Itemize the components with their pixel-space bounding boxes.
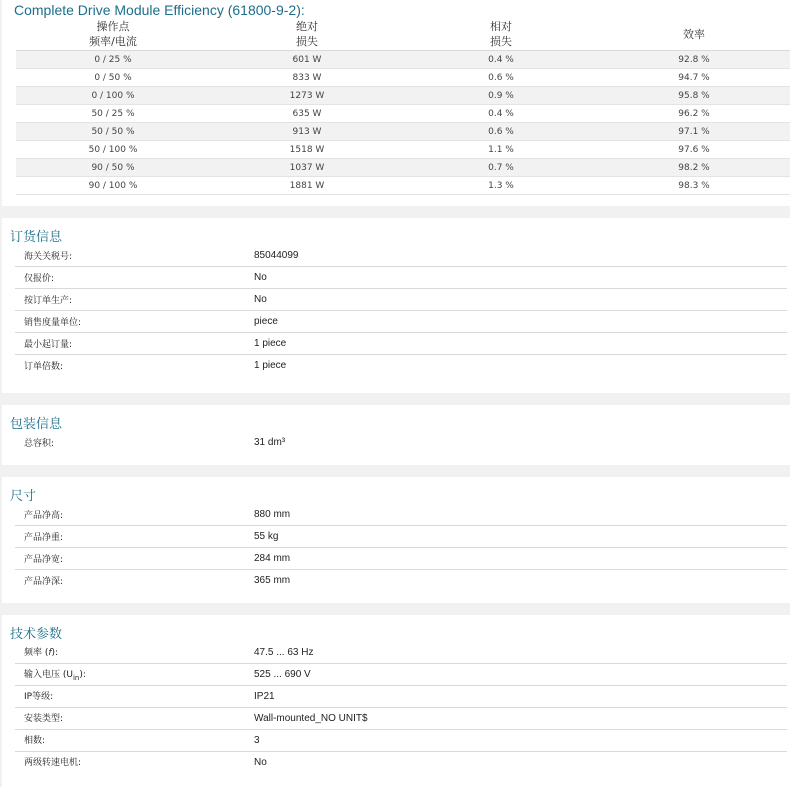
efficiency-title: Complete Drive Module Efficiency (61800-9-2):: [14, 2, 305, 18]
spec-row: [15, 432, 787, 453]
efficiency-table: [16, 18, 790, 195]
packaging-title: 包装信息: [10, 416, 63, 431]
spec-label: 海关关税号:: [24, 252, 73, 262]
spec-label: 按订单生产:: [24, 296, 73, 306]
spec-label: 销售度量单位:: [24, 318, 82, 328]
packaging-rows: [15, 432, 787, 453]
cell-absolute-loss: 1881 W: [210, 177, 404, 195]
efficiency-row: [16, 51, 790, 69]
spec-value: 31 dm³: [254, 437, 286, 448]
spec-label: 产品净高:: [24, 511, 64, 521]
spec-value: 880 mm: [254, 509, 291, 520]
spec-label: 产品净深:: [24, 577, 64, 587]
spec-value: No: [254, 757, 267, 768]
spec-row: [15, 686, 787, 708]
cell-absolute-loss: 1518 W: [210, 141, 404, 159]
spec-row: [15, 664, 787, 686]
spec-value: 3: [254, 735, 260, 746]
spec-row: [15, 311, 787, 333]
spec-value: No: [254, 294, 267, 305]
cell-operating-point: 90 / 50 %: [16, 159, 210, 177]
spec-label: 相数:: [24, 736, 46, 747]
technical-rows: [15, 642, 787, 773]
cell-absolute-loss: 601 W: [210, 51, 404, 69]
cell-absolute-loss: 635 W: [210, 105, 404, 123]
spec-label: 输入电压 $(U_{in})$:: [24, 670, 86, 682]
efficiency-row: [16, 105, 790, 123]
cell-efficiency: 98.2 %: [598, 159, 790, 177]
cell-efficiency: 92.8 %: [598, 51, 790, 69]
spec-label: 产品净重:: [24, 533, 64, 543]
efficiency-header-row: [16, 18, 790, 51]
spec-row: [15, 245, 787, 267]
cell-relative-loss: 0.4 %: [404, 51, 598, 69]
spec-row: [15, 504, 787, 526]
cell-relative-loss: 0.9 %: [404, 87, 598, 105]
cell-absolute-loss: 913 W: [210, 123, 404, 141]
dimensions-title: 尺寸: [10, 488, 37, 503]
spec-row: [15, 333, 787, 355]
cell-efficiency: 97.6 %: [598, 141, 790, 159]
spec-row: [15, 526, 787, 548]
cell-relative-loss: 0.7 %: [404, 159, 598, 177]
spec-value: Wall-mounted_NO UNIT$: [254, 713, 368, 724]
spec-value: 365 mm: [254, 575, 291, 586]
efficiency-row: [16, 177, 790, 195]
spec-value: 85044099: [254, 250, 299, 261]
order-info-section: [2, 218, 790, 393]
spec-value: No: [254, 272, 267, 283]
spec-label: 最小起订量:: [24, 340, 73, 350]
cell-absolute-loss: 1273 W: [210, 87, 404, 105]
dimensions-rows: [15, 504, 787, 591]
spec-row: [15, 708, 787, 730]
spec-label: 两级转速电机:: [24, 758, 82, 769]
header-relative-loss: 相对 损失: [404, 18, 598, 51]
efficiency-row: [16, 159, 790, 177]
efficiency-row: [16, 141, 790, 159]
spec-value: IP21: [254, 691, 275, 702]
spec-row: [15, 548, 787, 570]
cell-efficiency: 97.1 %: [598, 123, 790, 141]
spec-label: 仅报价:: [24, 274, 55, 284]
cell-relative-loss: 0.4 %: [404, 105, 598, 123]
spec-value: 55 kg: [254, 531, 279, 542]
spec-row: [15, 267, 787, 289]
header-efficiency: 效率: [598, 18, 790, 51]
spec-value: 1 piece: [254, 338, 287, 349]
cell-relative-loss: 1.1 %: [404, 141, 598, 159]
order-info-title: 订货信息: [10, 229, 63, 244]
spec-row: [15, 752, 787, 773]
spec-label: 安装类型:: [24, 714, 64, 725]
efficiency-row: [16, 69, 790, 87]
spec-value: 47.5 ... 63 Hz: [254, 647, 314, 658]
spec-row: [15, 355, 787, 376]
cell-relative-loss: 0.6 %: [404, 123, 598, 141]
spec-value: 284 mm: [254, 553, 291, 564]
spec-label: 总容积:: [24, 439, 55, 449]
spec-value: 1 piece: [254, 360, 287, 371]
cell-operating-point: 50 / 25 %: [16, 105, 210, 123]
efficiency-section: [2, 0, 790, 206]
cell-operating-point: 50 / 50 %: [16, 123, 210, 141]
spec-label: 频率 (f):: [24, 648, 59, 659]
spec-label: IP等级:: [24, 692, 54, 703]
cell-operating-point: 0 / 100 %: [16, 87, 210, 105]
spec-value: 525 ... 690 V: [254, 669, 311, 680]
cell-operating-point: 90 / 100 %: [16, 177, 210, 195]
header-operating-point: 操作点 频率/电流: [16, 18, 210, 51]
packaging-section: [2, 405, 790, 465]
cell-efficiency: 94.7 %: [598, 69, 790, 87]
order-info-rows: [15, 245, 787, 376]
cell-efficiency: 98.3 %: [598, 177, 790, 195]
cell-operating-point: 0 / 25 %: [16, 51, 210, 69]
cell-absolute-loss: 833 W: [210, 69, 404, 87]
spec-label: 产品净宽:: [24, 555, 64, 565]
cell-absolute-loss: 1037 W: [210, 159, 404, 177]
efficiency-row: [16, 87, 790, 105]
cell-relative-loss: 1.3 %: [404, 177, 598, 195]
spec-row: [15, 289, 787, 311]
cell-operating-point: 50 / 100 %: [16, 141, 210, 159]
spec-row: [15, 730, 787, 752]
spec-label: 订单倍数:: [24, 362, 64, 372]
technical-title: 技术参数: [10, 626, 63, 641]
header-absolute-loss: 绝对 损失: [210, 18, 404, 51]
technical-section: [2, 615, 790, 787]
cell-operating-point: 0 / 50 %: [16, 69, 210, 87]
dimensions-section: [2, 477, 790, 603]
cell-relative-loss: 0.6 %: [404, 69, 598, 87]
cell-efficiency: 95.8 %: [598, 87, 790, 105]
spec-value: piece: [254, 316, 278, 327]
spec-row: [15, 642, 787, 664]
spec-row: [15, 570, 787, 591]
cell-efficiency: 96.2 %: [598, 105, 790, 123]
efficiency-row: [16, 123, 790, 141]
